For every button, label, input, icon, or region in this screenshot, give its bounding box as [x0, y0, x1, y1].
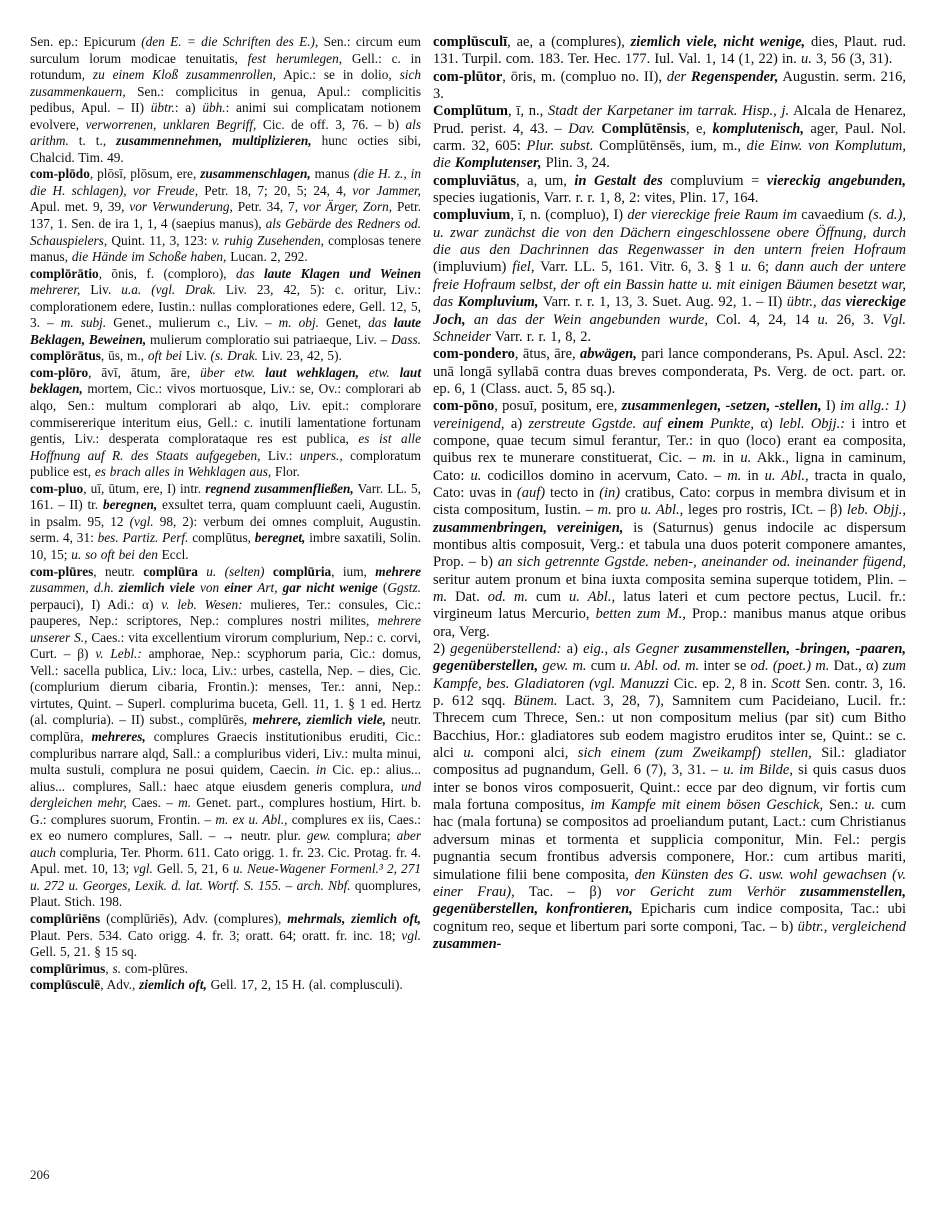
page-number: 206: [30, 1167, 50, 1182]
entry-com-pono: com-pōno, posuī, positum, ere, zusammenlegen, -setzen, -stellen, I) im allg.: 1) vereinigend, a) zerstreute Ggstde. auf einem Punkte, α) lebl. Objj.: i intro et compone, quae tecum simul ferantur, Ter.: in quo (loco) erant ea composita, quibus rex te munerare constituerat, Cic. – m. in u. Akk., ligna in caminum, Cato: u. codicillos domino in acervum, Cato. – m. in u. Abl., tracta in qualo, Cato: uvas in (auf) tecto in (in) cratibus, Cato: corpus in membra divisum et in cista compositum, Iustin. – m. pro u. Abl., leges pro rostris, ICt. – β) leb. Objj., zusammenbringen, vereinigen, is (Saturnus) genus indocile ac dispersum montibus altis composuit, Verg.: et tabula una duos poterit componere amantes, Prop. – b) an sich getrennte Ggstde. neben-, aneinander od. ineinander fügend, seritur autem pronum et bina iuxta composita semina superque totidem, Plin. – m. Dat. od. m. cum u. Abl., latus lateri et cum pectore pectus, Lucil. fr.: virgineum latus Mercurio, betten zum M., Prop.: manibus manus atque oribus ora, Verg.: [433, 398, 907, 640]
entry-com-pluo: com-pluo, uī, ūtum, ere, I) intr. regnend zusammenfließen, Varr. LL. 5, 161. – II) tr. beregnen, exsultet terra, quam compluunt caeli, Augustin. in psalm. 95, 12 (vgl. 98, 2): verbum dei omnes compluit, Augustin. serm. 4, 31: bes. Partiz. Perf. complūtus, beregnet, imbre saxatili, Solin. 10, 15; u. so oft bei den Eccl.: [30, 480, 422, 562]
entry-com-plutor: com-plūtor, ōris, m. (compluo no. II), der Regenspender, Augustin. serm. 216, 3.: [433, 68, 906, 103]
entry-com-pono-section-2: 2) gegenüberstellend: a) eig., als Gegner zusammenstellen, -bringen, -paaren, gegenüberstellen, gew. m. cum u. Abl. od. m. inter se od. (poet.) m. Dat., α) zum Kampfe, bes. Gladiatoren (vgl. Manuzzi Cic. ep. 2, 8 in. Scott Sen. contr. 3, 16. p. 612 sqq. Bünem. Lact. 3, 28, 7), Samnitem cum Pacideiano, Lucil. fr.: Threcem cum Threce, Sen.: ut non compositum melius (par sit) cum Bitho Bacchius, Hor.: gladiatores sub eodem magistro eruditos inter se, Quint.: se c. alci u. componi alci, sich einem (zum Zweikampf) stellen, Sil.: gladiator compositus ad pugnandum, Gell. 6 (7), 3, 31. – u. im Bilde, si quis casus duos inter se bonos viros composuerit, Quint.: ecce par deo dignum, vir fortis cum mala fortuna compositus, im Kampfe mit einem bösen Geschick, Sen.: u. cum hac (mala fortuna) se compositos ad proeliandum putant, Lact.: cum Christianus adversum minas et tormenta et supplicia componitur, Min. Fel.: pergis pugnantia secum frontibus adversis componere, Hor.: cum artibus mariti, simulatione filii bene composita, den Künsten des G. usw. wohl gewachsen (v. einer Frau), Tac. – β) vor Gericht zum Verhör zusammenstellen, gegenüberstellen, konfrontieren, Epicharis cum indice composita, Tac.: ubi cognitum reo, seque et libertum pari sorte componi, Tac. – b) übtr., vergleichend zusammen-: [433, 641, 907, 952]
entry-compluscule: complūsculē, Adv., ziemlich oft, Gell. 17, 2, 15 H. (al. complusculi).: [30, 977, 403, 993]
right-column: [433, 34, 906, 953]
entry-compluviatus: compluviātus, a, um, in Gestalt des compluvium = viereckig angebunden, species iugationis, Varr. r. r. 1, 8, 2: vites, Plin. 17, 164.: [433, 172, 906, 207]
entry-comploratio: complōrātio, ōnis, f. (comploro), das laute Klagen und Weinen mehrerer, Liv. u.a. (vgl. Drak. Liv. 23, 42, 5): c. oritur, Liv.: complorationem edere, Iustin.: nullas complorationes edere, Gell. 12, 5, 3. – m. subj. Genet., mulierum c., Liv. – m. obj. Genet, das laute Beklagen, Beweinen, mulierum comploratio sui patriaeque, Liv. – Dass. complōrātus, ūs, m., oft bei Liv. (s. Drak. Liv. 23, 42, 5).: [30, 265, 422, 364]
entry-complusculi: complūsculī, ae, a (complures), ziemlich viele, nicht wenige, dies, Plaut. rud. 131. Turpil. com. 183. Ter. Hec. 177. Iul. Val. 1, 14 (1, 22) in. u. 3, 56 (3, 31).: [433, 34, 906, 68]
entry-com-ploro: com-plōro, āvī, ātum, āre, über etw. laut wehklagen, etw. laut beklagen, mortem, Cic.: vivos mortuosque, Liv.: se, Ov.: complorari ab alqo, Sen.: multum complorari ab alqo, Liv. epit.: complorare commisererique interitum eius, Gell.: c. inutili lamentatione fortunam gentis, Liv.: desperata complorataque res est publica, es ist alle Hoffnung auf R. des Staats aufgegeben, Liv.: unpers., comploratum publice est, es brach alles in Wehklagen aus, Flor.: [30, 364, 422, 480]
entry-com-pondero: com-pondero, ātus, āre, abwägen, pari lance componderans, Ps. Apul. Ascl. 22: unā longā syllabā contra duas breves componderata, Ps. Verg. de oct. part. or. ep. 6, 1 (Class. auct. 5, 85 sq.).: [433, 346, 906, 397]
entry-complico-continuation: Sen. ep.: Epicurum (den E. = die Schriften des E.), Sen.: circum eum surculum lorum modicae tenuitatis, fest herumlegen, Gell.: c. in rotundum, zu einem Kloß zusammenrollen, Apic.: se in dolio, sich zusammenkauern, Sen.: complicitus in genua, Apul.: complicitis pedibus, Apul. – II) übtr.: a) übh.: animi sui complicatam notionem evolvere, verworrenen, unklaren Begriff, Cic. de off. 3, 76. – b) als arithm. t. t., zusammennehmen, multiplizieren, hunc octies sibi, Chalcid. Tim. 49.: [30, 34, 422, 165]
entry-compluriens: complūriēns (complūriēs), Adv. (complures), mehrmals, ziemlich oft, Plaut. Pers. 534. Cato origg. 4. fr. 3; oratt. 64; oratt. fr. inc. 18; vgl. Gell. 5, 21. § 15 sq.: [30, 910, 421, 960]
entry-complutum: Complūtum, ī, n., Stadt der Karpetaner im tarrak. Hisp., j. Alcala de Henarez, Prud. perist. 4, 43. – Dav. Complūtēnsis, e, komplutenisch, ager, Paul. Nol. carm. 32, 605: Plur. subst. Complūtēnsēs, ium, m., die Einw. von Komplutum, die Komplutenser, Plin. 3, 24.: [433, 103, 907, 172]
entry-compluvium: compluvium, ī, n. (compluo), I) der viereckige freie Raum im cavaedium (s. d.), u. zwar zunächst die von den Dächern eingeschlossene obere Öffnung, durch die aus den Dachrinnen das Regenwasser in den untern freien Hofraum (impluvium) fiel, Varr. LL. 5, 161. Vitr. 6, 3. § 1 u. 6; dann auch der untere freie Hofraum selbst, der oft ein Bassin hatte u. mit einigen Bäumen besetzt war, das Kompluvium, Varr. r. r. 1, 13, 3. Suet. Aug. 92, 1. – II) übtr., das viereckige Joch, an das der Wein angebunden wurde, Col. 4, 24, 14 u. 26, 3. Vgl. Schneider Varr. r. r. 1, 8, 2.: [433, 207, 906, 345]
left-column: [30, 34, 421, 994]
entry-complurimus: complūrimus, s. com-plūres.: [30, 960, 188, 976]
entry-com-plodo: com-plōdo, plōsī, plōsum, ere, zusammenschlagen, manus (die H. z., in die H. schlagen), vor Freude, Petr. 18, 7; 20, 5; 24, 4, vor Jammer, Apul. met. 9, 39, vor Verwunderung, Petr. 34, 7, vor Ärger, Zorn, Petr. 137, 1. Sen. de ira 1, 1, 4 (saepius manus), als Gebärde des Redners od. Schauspielers, Quint. 11, 3, 123: v. ruhig Zusehenden, complosas tenere manus, die Hände im Schoße haben, Lucan. 2, 292.: [30, 166, 422, 265]
entry-com-plures: com-plūres, neutr. complūra u. (selten) complūria, ium, mehrere zusammen, d.h. ziemlich viele von einer Art, gar nicht wenige (Ggstz. perpauci), I) Adi.: α) v. leb. Wesen: mulieres, Ter.: consules, Cic.: pauperes, Nep.: scriptores, Nep.: complures nostri milites, mehrere unserer S., Caes.: vita excellentium virorum complurium, Nep.: c. corvi, Curt. – β) v. Lebl.: amphorae, Nep.: scyphorum paria, Cic.: domus, Vell.: sacella publica, Liv.: loca, Liv.: urbes, castella, Nep. – dies, Cic. (complurium dierum cibaria, Frontin.): menses, Ter.: anni, Nep.: virtutes, Quint. – Superl. complurima buceta, Gell. 11, 1. § 1 ed. Hertz (al. compluria). – II) subst., complūrēs, mehrere, ziemlich viele, neutr. complūra, mehreres, complures Graecis institutionibus eruditi, Cic.: compluribus narrare alqd, Sall.: a compluribus videri, Liv.: multa minui, multa sustuli, complura ne posui quidem, Caecin. in Cic. ep.: alius... alius... complures, Sall.: haec atque eiusdem generis complura, und dergleichen mehr, Caes. – m. Genet. part., complures hostium, Hirt. b. G.: complures suorum, Frontin. – m. ex u. Abl., complures ex iis, Caes.: ex eo numero complures, Sall. – → neutr. plur. gew. complura; aber auch compluria, Ter. Phorm. 611. Cato origg. 1. fr. 23. Cic. Protag. fr. 4. Apul. met. 10, 13; vgl. Gell. 5, 21, 6 u. Neue-Wagener Formenl.³ 2, 271 u. 272 u. Georges, Lexik. d. lat. Wortf. S. 155. – arch. Nbf. quomplures, Plaut. Stich. 198.: [30, 563, 422, 910]
